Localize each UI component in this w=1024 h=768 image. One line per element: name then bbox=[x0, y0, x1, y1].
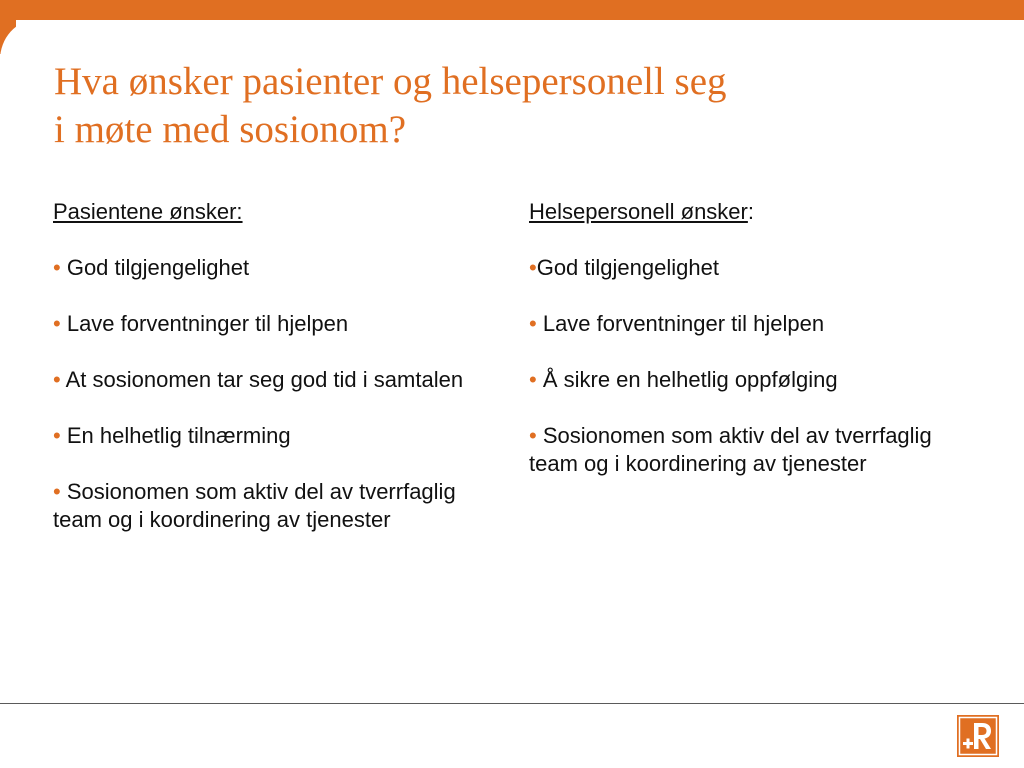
list-item: •God tilgjengelighet bbox=[529, 255, 719, 280]
slide-title-line-1: Hva ønsker pasienter og helsepersonell seg bbox=[54, 60, 727, 103]
list-item: • Sosionomen som aktiv del av tverrfaglig team og i koordinering av tjenester bbox=[53, 479, 456, 532]
health-personnel-heading: Helsepersonell ønsker: bbox=[529, 199, 754, 224]
bullet-icon: • bbox=[53, 367, 61, 392]
footer-divider bbox=[0, 703, 1024, 704]
bullet-icon: • bbox=[53, 423, 61, 448]
list-item: • Sosionomen som aktiv del av tverrfaglig team og i koordinering av tjenester bbox=[529, 423, 932, 476]
list-item: • Å sikre en helhetlig oppfølging bbox=[529, 367, 838, 392]
patients-heading: Pasientene ønsker: bbox=[53, 199, 243, 224]
top-accent-bar bbox=[0, 0, 1024, 20]
bullet-icon: • bbox=[529, 311, 537, 336]
bullet-icon: • bbox=[529, 423, 537, 448]
health-personnel-column bbox=[529, 198, 969, 506]
r-plus-logo-icon bbox=[957, 715, 999, 757]
bullet-icon: • bbox=[53, 479, 61, 504]
bullet-icon: • bbox=[53, 311, 61, 336]
list-item: • At sosionomen tar seg god tid i samtalen bbox=[53, 367, 464, 392]
bullet-icon: • bbox=[529, 255, 537, 280]
list-item: • Lave forventninger til hjelpen bbox=[529, 311, 825, 336]
list-item: • En helhetlig tilnærming bbox=[53, 423, 291, 448]
patients-column bbox=[53, 198, 493, 562]
list-item: • Lave forventninger til hjelpen bbox=[53, 311, 349, 336]
bullet-icon: • bbox=[529, 367, 537, 392]
slide-title-line-2: i møte med sosionom? bbox=[54, 108, 407, 151]
bullet-icon: • bbox=[53, 255, 61, 280]
slide-title bbox=[54, 58, 954, 154]
list-item: • God tilgjengelighet bbox=[53, 255, 250, 280]
